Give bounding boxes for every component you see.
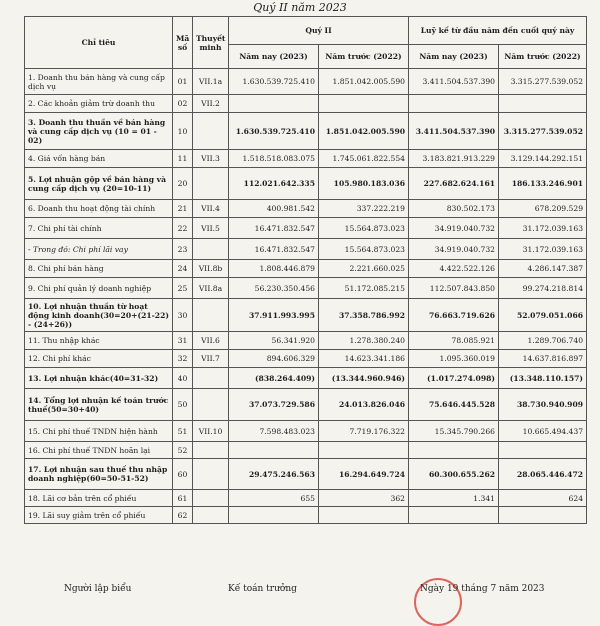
row-q-current: 37.911.993.995 (229, 299, 319, 332)
table-row (25, 150, 587, 168)
row-note: VII.10 (193, 421, 229, 442)
table-row (25, 368, 587, 389)
row-ytd-prior (499, 442, 587, 459)
table-row (25, 299, 587, 332)
row-q-current: 29.475.246.563 (229, 459, 319, 490)
row-q-prior (319, 507, 409, 524)
row-q-current: 1.518.518.083.075 (229, 150, 319, 168)
row-q-current (229, 442, 319, 459)
table-row (25, 278, 587, 299)
row-code: 62 (173, 507, 193, 524)
table-row (25, 239, 587, 260)
row-note (193, 459, 229, 490)
table-row (25, 442, 587, 459)
row-item-name: 4. Giá vốn hàng bán (25, 150, 173, 168)
row-ytd-prior: 3.315.277.539.052 (499, 113, 587, 150)
table-row (25, 421, 587, 442)
row-item-name: - Trong đó: Chi phí lãi vay (25, 239, 173, 260)
row-ytd-current: 227.682.624.161 (409, 168, 499, 200)
row-q-prior: 2.221.660.025 (319, 260, 409, 278)
row-ytd-prior: 10.665.494.437 (499, 421, 587, 442)
row-q-prior: 7.719.176.322 (319, 421, 409, 442)
row-note (193, 389, 229, 421)
row-item-name: 14. Tổng lợi nhuận kế toán trước thuế(50=30+40) (25, 389, 173, 421)
row-q-current: 16.471.832.547 (229, 218, 319, 239)
table-row (25, 168, 587, 200)
report-period-title: Quý II năm 2023 (253, 1, 347, 14)
table-row (25, 459, 587, 490)
header-ytd-current: Năm nay (2023) (409, 45, 499, 69)
table-row (25, 69, 587, 95)
row-q-prior: 337.222.219 (319, 200, 409, 218)
row-q-current: 16.471.832.547 (229, 239, 319, 260)
row-q-prior: 362 (319, 490, 409, 507)
row-ytd-current: 76.663.719.626 (409, 299, 499, 332)
row-note: VII.8b (193, 260, 229, 278)
row-ytd-prior: 624 (499, 490, 587, 507)
table-row (25, 95, 587, 113)
row-ytd-current: 3.411.504.537.390 (409, 113, 499, 150)
row-ytd-current (409, 507, 499, 524)
table-row (25, 389, 587, 421)
row-ytd-current: 830.502.173 (409, 200, 499, 218)
row-item-name: 5. Lợi nhuận gộp về bán hàng và cung cấp dịch vụ (20=10-11) (25, 168, 173, 200)
row-item-name: 3. Doanh thu thuần về bán hàng và cung cấp dịch vụ (10 = 01 - 02) (25, 113, 173, 150)
row-ytd-current: 112.507.843.850 (409, 278, 499, 299)
row-ytd-current (409, 442, 499, 459)
row-note (193, 299, 229, 332)
row-q-prior: 24.013.826.046 (319, 389, 409, 421)
header-ytd-group: Luỹ kế từ đầu năm đến cuối quý này (409, 17, 587, 45)
row-item-name: 16. Chi phí thuế TNDN hoãn lại (25, 442, 173, 459)
row-note: VII.2 (193, 95, 229, 113)
row-code: 20 (173, 168, 193, 200)
row-note: VII.4 (193, 200, 229, 218)
row-q-current: 112.021.642.335 (229, 168, 319, 200)
row-ytd-prior: 99.274.218.814 (499, 278, 587, 299)
row-item-name: 12. Chi phí khác (25, 350, 173, 368)
row-code: 11 (173, 150, 193, 168)
row-ytd-current: 34.919.040.732 (409, 218, 499, 239)
row-item-name: 15. Chi phí thuế TNDN hiện hành (25, 421, 173, 442)
row-q-current: 37.073.729.586 (229, 389, 319, 421)
row-code: 25 (173, 278, 193, 299)
row-note (193, 168, 229, 200)
row-note (193, 113, 229, 150)
table-row (25, 218, 587, 239)
row-item-name: 9. Chi phí quản lý doanh nghiệp (25, 278, 173, 299)
row-ytd-prior: 31.172.039.163 (499, 239, 587, 260)
row-q-current: 1.630.539.725.410 (229, 69, 319, 95)
header-quarter-group: Quý II (229, 17, 409, 45)
row-ytd-prior (499, 95, 587, 113)
row-q-current (229, 507, 319, 524)
table-row (25, 490, 587, 507)
row-ytd-current: 3.411.504.537.390 (409, 69, 499, 95)
row-note: VII.1a (193, 69, 229, 95)
row-code: 24 (173, 260, 193, 278)
row-note: VII.7 (193, 350, 229, 368)
row-q-current: (838.264.409) (229, 368, 319, 389)
row-code: 02 (173, 95, 193, 113)
row-q-current: 894.606.329 (229, 350, 319, 368)
row-ytd-prior: 28.065.446.472 (499, 459, 587, 490)
row-code: 30 (173, 299, 193, 332)
row-code: 23 (173, 239, 193, 260)
row-q-prior: 105.980.183.036 (319, 168, 409, 200)
row-q-prior (319, 442, 409, 459)
row-ytd-current: 34.919.040.732 (409, 239, 499, 260)
row-note (193, 368, 229, 389)
header-q-prior: Năm trước (2022) (319, 45, 409, 69)
table-row (25, 200, 587, 218)
row-code: 21 (173, 200, 193, 218)
row-ytd-prior: 3.129.144.292.151 (499, 150, 587, 168)
row-ytd-current: 78.085.921 (409, 332, 499, 350)
table-row (25, 260, 587, 278)
preparer-label: Người lập biểu (64, 584, 132, 594)
row-code: 10 (173, 113, 193, 150)
row-ytd-current: 1.341 (409, 490, 499, 507)
row-code: 32 (173, 350, 193, 368)
row-q-prior: 14.623.341.186 (319, 350, 409, 368)
row-ytd-current: 3.183.821.913.229 (409, 150, 499, 168)
row-code: 01 (173, 69, 193, 95)
row-code: 31 (173, 332, 193, 350)
row-q-current: 1.808.446.879 (229, 260, 319, 278)
header-item: Chỉ tiêu (25, 17, 173, 69)
row-ytd-prior: 678.209.529 (499, 200, 587, 218)
table-row (25, 332, 587, 350)
row-note (193, 442, 229, 459)
row-ytd-prior: 52.079.051.066 (499, 299, 587, 332)
row-ytd-prior: (13.348.110.157) (499, 368, 587, 389)
row-note: VII.5 (193, 218, 229, 239)
row-ytd-current (409, 95, 499, 113)
row-item-name: 11. Thu nhập khác (25, 332, 173, 350)
table-row (25, 113, 587, 150)
row-ytd-prior: 14.637.816.897 (499, 350, 587, 368)
row-q-prior: 37.358.786.992 (319, 299, 409, 332)
table-body (25, 69, 587, 524)
row-note: VII.6 (193, 332, 229, 350)
header-note: Thuyết minh (193, 17, 229, 69)
row-item-name: 17. Lợi nhuận sau thuế thu nhập doanh nghiệp(60=50-51-52) (25, 459, 173, 490)
row-q-prior: 1.745.061.822.554 (319, 150, 409, 168)
row-note: VII.8a (193, 278, 229, 299)
row-q-current: 1.630.539.725.410 (229, 113, 319, 150)
row-ytd-current: 75.646.445.528 (409, 389, 499, 421)
row-ytd-prior: 31.172.039.163 (499, 218, 587, 239)
row-code: 22 (173, 218, 193, 239)
row-ytd-prior (499, 507, 587, 524)
row-ytd-current: 60.300.655.262 (409, 459, 499, 490)
row-ytd-current: 15.345.790.266 (409, 421, 499, 442)
row-code: 60 (173, 459, 193, 490)
row-q-prior: 15.564.873.023 (319, 218, 409, 239)
row-item-name: 19. Lãi suy giảm trên cổ phiếu (25, 507, 173, 524)
row-item-name: 18. Lãi cơ bản trên cổ phiếu (25, 490, 173, 507)
row-q-current: 655 (229, 490, 319, 507)
row-item-name: 13. Lợi nhuận khác(40=31-32) (25, 368, 173, 389)
row-note (193, 239, 229, 260)
row-ytd-prior: 186.133.246.901 (499, 168, 587, 200)
row-q-prior: (13.344.960.946) (319, 368, 409, 389)
row-item-name: 8. Chi phí bán hàng (25, 260, 173, 278)
row-q-prior: 16.294.649.724 (319, 459, 409, 490)
row-code: 40 (173, 368, 193, 389)
table-row (25, 507, 587, 524)
row-q-prior: 1.851.042.005.590 (319, 69, 409, 95)
row-code: 52 (173, 442, 193, 459)
row-q-prior: 1.851.042.005.590 (319, 113, 409, 150)
row-code: 50 (173, 389, 193, 421)
signature-date: Ngày 19 tháng 7 năm 2023 (420, 584, 545, 594)
row-q-current: 7.598.483.023 (229, 421, 319, 442)
row-ytd-prior: 4.286.147.387 (499, 260, 587, 278)
row-q-current: 56.341.920 (229, 332, 319, 350)
row-ytd-prior: 3.315.277.539.052 (499, 69, 587, 95)
row-ytd-current: 4.422.522.126 (409, 260, 499, 278)
row-note (193, 490, 229, 507)
row-q-prior: 51.172.085.215 (319, 278, 409, 299)
chief-accountant-label: Kế toán trưởng (228, 584, 297, 594)
table-row (25, 350, 587, 368)
row-item-name: 2. Các khoản giảm trừ doanh thu (25, 95, 173, 113)
row-code: 61 (173, 490, 193, 507)
row-q-prior: 15.564.873.023 (319, 239, 409, 260)
row-item-name: 10. Lợi nhuận thuần từ hoạt động kinh doanh(30=20+(21-22) - (24+26)) (25, 299, 173, 332)
row-q-current (229, 95, 319, 113)
row-q-prior: 1.278.380.240 (319, 332, 409, 350)
row-ytd-prior: 38.730.940.909 (499, 389, 587, 421)
row-item-name: 7. Chi phí tài chính (25, 218, 173, 239)
row-item-name: 1. Doanh thu bán hàng và cung cấp dịch vụ (25, 69, 173, 95)
row-code: 51 (173, 421, 193, 442)
header-q-current: Năm nay (2023) (229, 45, 319, 69)
row-item-name: 6. Doanh thu hoạt động tài chính (25, 200, 173, 218)
row-ytd-current: (1.017.274.098) (409, 368, 499, 389)
row-q-prior (319, 95, 409, 113)
row-q-current: 56.230.350.456 (229, 278, 319, 299)
income-statement-table (24, 16, 587, 524)
row-note: VII.3 (193, 150, 229, 168)
row-q-current: 400.981.542 (229, 200, 319, 218)
header-code: Mã số (173, 17, 193, 69)
row-ytd-current: 1.095.360.019 (409, 350, 499, 368)
row-note (193, 507, 229, 524)
header-ytd-prior: Năm trước (2022) (499, 45, 587, 69)
row-ytd-prior: 1.289.706.740 (499, 332, 587, 350)
